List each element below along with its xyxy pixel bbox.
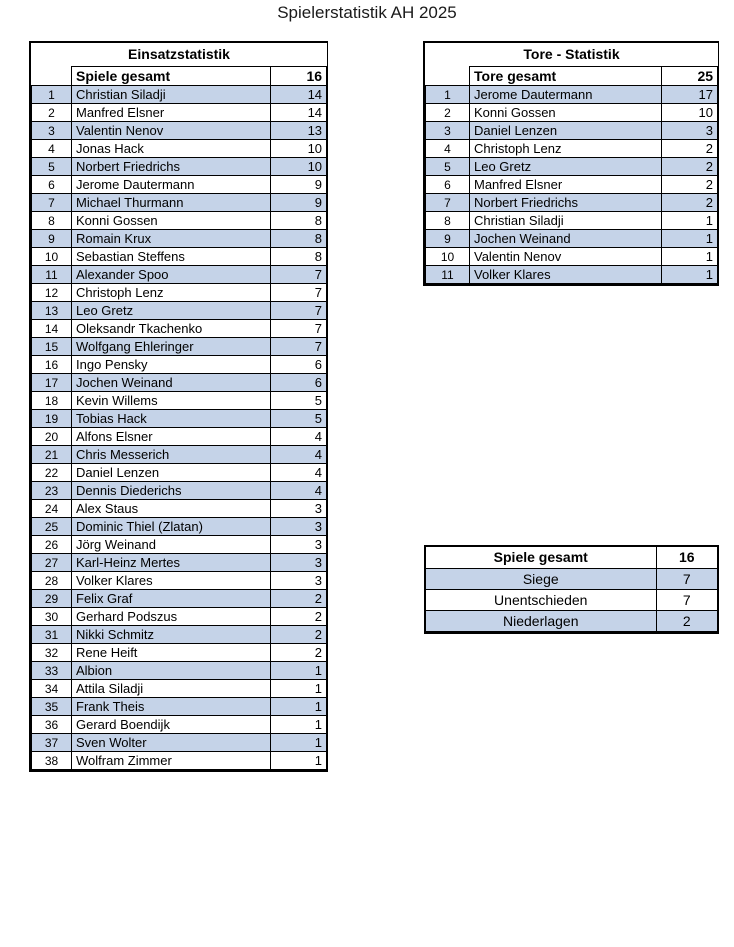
bilanz-value: 7	[656, 589, 717, 610]
table-row	[32, 266, 327, 284]
bilanz-value: 2	[656, 610, 717, 631]
einsatz-player-name: Leo Gretz	[72, 302, 271, 320]
einsatzstatistik-table-container	[29, 41, 328, 772]
einsatz-rank: 29	[32, 590, 72, 608]
tore-player-name: Jochen Weinand	[470, 230, 662, 248]
tore-count: 2	[662, 176, 718, 194]
einsatz-count: 8	[271, 212, 327, 230]
table-row	[426, 194, 718, 212]
einsatzstatistik-subheader-row	[32, 67, 327, 86]
einsatz-rank: 16	[32, 356, 72, 374]
einsatz-rank: 33	[32, 662, 72, 680]
tore-gesamt-value: 25	[662, 67, 718, 86]
table-row	[426, 248, 718, 266]
einsatz-player-name: Attila Siladji	[72, 680, 271, 698]
spacer-cell	[426, 67, 470, 86]
page-title: Spielerstatistik AH 2025	[277, 3, 457, 22]
bilanz-label: Siege	[426, 568, 656, 589]
einsatz-count: 3	[271, 554, 327, 572]
einsatz-count: 4	[271, 428, 327, 446]
tore-count: 1	[662, 266, 718, 284]
einsatz-player-name: Volker Klares	[72, 572, 271, 590]
bilanz-label: Niederlagen	[426, 610, 656, 631]
einsatz-count: 7	[271, 266, 327, 284]
table-row	[426, 266, 718, 284]
einsatz-player-name: Jörg Weinand	[72, 536, 271, 554]
einsatz-player-name: Alexander Spoo	[72, 266, 271, 284]
tore-count: 1	[662, 248, 718, 266]
einsatz-count: 7	[271, 284, 327, 302]
tore-count: 1	[662, 230, 718, 248]
table-row	[426, 122, 718, 140]
einsatz-player-name: Daniel Lenzen	[72, 464, 271, 482]
einsatz-rank: 20	[32, 428, 72, 446]
tore-rank: 8	[426, 212, 470, 230]
einsatz-count: 2	[271, 590, 327, 608]
einsatz-rank: 27	[32, 554, 72, 572]
bilanz-table-container	[424, 545, 719, 634]
tore-count: 17	[662, 86, 718, 104]
tore-count: 10	[662, 104, 718, 122]
einsatz-count: 2	[271, 644, 327, 662]
einsatz-count: 10	[271, 158, 327, 176]
tore-statistik-table	[425, 43, 718, 284]
einsatzstatistik-header: Einsatzstatistik	[32, 43, 327, 67]
einsatz-count: 7	[271, 320, 327, 338]
einsatz-count: 3	[271, 518, 327, 536]
einsatz-rank: 9	[32, 230, 72, 248]
einsatz-count: 2	[271, 608, 327, 626]
bilanz-label: Unentschieden	[426, 589, 656, 610]
einsatz-count: 1	[271, 716, 327, 734]
einsatz-player-name: Christian Siladji	[72, 86, 271, 104]
table-row	[32, 356, 327, 374]
table-row	[426, 568, 717, 589]
table-row	[32, 536, 327, 554]
einsatz-count: 13	[271, 122, 327, 140]
tore-player-name: Christian Siladji	[470, 212, 662, 230]
tore-rank: 1	[426, 86, 470, 104]
einsatz-count: 8	[271, 248, 327, 266]
einsatz-count: 14	[271, 104, 327, 122]
table-row	[32, 338, 327, 356]
einsatz-rank: 25	[32, 518, 72, 536]
einsatz-count: 7	[271, 338, 327, 356]
einsatz-player-name: Nikki Schmitz	[72, 626, 271, 644]
table-row	[32, 158, 327, 176]
einsatz-player-name: Frank Theis	[72, 698, 271, 716]
table-row	[32, 410, 327, 428]
einsatz-count: 6	[271, 374, 327, 392]
einsatz-count: 3	[271, 536, 327, 554]
einsatz-rank: 24	[32, 500, 72, 518]
tore-player-name: Valentin Nenov	[470, 248, 662, 266]
table-row	[32, 608, 327, 626]
einsatz-player-name: Chris Messerich	[72, 446, 271, 464]
table-row	[426, 104, 718, 122]
einsatz-count: 3	[271, 572, 327, 590]
einsatz-rank: 30	[32, 608, 72, 626]
tore-rank: 6	[426, 176, 470, 194]
bilanz-header-value: 16	[656, 547, 717, 568]
einsatz-player-name: Albion	[72, 662, 271, 680]
table-row	[32, 698, 327, 716]
bilanz-header-row	[426, 547, 717, 568]
table-row	[32, 302, 327, 320]
tore-rank: 10	[426, 248, 470, 266]
einsatz-rank: 22	[32, 464, 72, 482]
einsatz-player-name: Konni Gossen	[72, 212, 271, 230]
einsatz-player-name: Alex Staus	[72, 500, 271, 518]
table-row	[32, 680, 327, 698]
tore-rank: 7	[426, 194, 470, 212]
einsatz-rank: 37	[32, 734, 72, 752]
table-row	[32, 140, 327, 158]
einsatz-rank: 13	[32, 302, 72, 320]
einsatz-rank: 2	[32, 104, 72, 122]
table-row	[32, 374, 327, 392]
einsatz-rank: 31	[32, 626, 72, 644]
einsatz-count: 1	[271, 698, 327, 716]
einsatz-rank: 21	[32, 446, 72, 464]
einsatz-player-name: Karl-Heinz Mertes	[72, 554, 271, 572]
tore-statistik-subheader-row	[426, 67, 718, 86]
table-row	[32, 482, 327, 500]
einsatz-count: 9	[271, 176, 327, 194]
einsatz-player-name: Dominic Thiel (Zlatan)	[72, 518, 271, 536]
table-row	[32, 572, 327, 590]
einsatz-rank: 7	[32, 194, 72, 212]
einsatz-player-name: Kevin Willems	[72, 392, 271, 410]
einsatz-player-name: Dennis Diederichs	[72, 482, 271, 500]
tore-gesamt-label: Tore gesamt	[470, 67, 662, 86]
einsatz-rank: 36	[32, 716, 72, 734]
einsatz-count: 4	[271, 464, 327, 482]
einsatzstatistik-table	[31, 43, 327, 770]
table-row	[426, 86, 718, 104]
einsatz-rank: 5	[32, 158, 72, 176]
einsatz-player-name: Rene Heift	[72, 644, 271, 662]
einsatz-player-name: Manfred Elsner	[72, 104, 271, 122]
einsatz-player-name: Tobias Hack	[72, 410, 271, 428]
table-row	[32, 284, 327, 302]
einsatz-player-name: Norbert Friedrichs	[72, 158, 271, 176]
einsatz-rank: 19	[32, 410, 72, 428]
einsatz-rank: 1	[32, 86, 72, 104]
einsatz-count: 1	[271, 680, 327, 698]
einsatz-player-name: Felix Graf	[72, 590, 271, 608]
tore-rank: 11	[426, 266, 470, 284]
table-row	[32, 428, 327, 446]
table-row	[32, 392, 327, 410]
einsatz-rank: 23	[32, 482, 72, 500]
tore-player-name: Volker Klares	[470, 266, 662, 284]
einsatz-count: 3	[271, 500, 327, 518]
einsatz-player-name: Jonas Hack	[72, 140, 271, 158]
tore-player-name: Norbert Friedrichs	[470, 194, 662, 212]
table-row	[32, 644, 327, 662]
einsatz-rank: 15	[32, 338, 72, 356]
einsatz-rank: 8	[32, 212, 72, 230]
table-row	[426, 610, 717, 631]
table-row	[32, 752, 327, 770]
table-row	[32, 518, 327, 536]
table-row	[426, 176, 718, 194]
einsatz-count: 9	[271, 194, 327, 212]
tore-count: 3	[662, 122, 718, 140]
spiele-gesamt-value: 16	[271, 67, 327, 86]
table-row	[32, 626, 327, 644]
einsatz-player-name: Michael Thurmann	[72, 194, 271, 212]
einsatz-player-name: Jochen Weinand	[72, 374, 271, 392]
table-row	[32, 248, 327, 266]
table-row	[32, 464, 327, 482]
tore-count: 2	[662, 158, 718, 176]
einsatz-count: 8	[271, 230, 327, 248]
einsatz-rank: 28	[32, 572, 72, 590]
einsatz-player-name: Gerhard Podszus	[72, 608, 271, 626]
bilanz-value: 7	[656, 568, 717, 589]
tore-count: 2	[662, 194, 718, 212]
einsatz-player-name: Alfons Elsner	[72, 428, 271, 446]
tore-player-name: Leo Gretz	[470, 158, 662, 176]
table-row	[426, 158, 718, 176]
table-row	[32, 554, 327, 572]
tore-count: 1	[662, 212, 718, 230]
einsatz-rank: 38	[32, 752, 72, 770]
einsatz-count: 14	[271, 86, 327, 104]
tore-player-name: Jerome Dautermann	[470, 86, 662, 104]
einsatz-count: 7	[271, 302, 327, 320]
einsatz-rank: 34	[32, 680, 72, 698]
einsatz-count: 10	[271, 140, 327, 158]
table-row	[32, 176, 327, 194]
einsatzstatistik-header-row	[32, 43, 327, 67]
spiele-gesamt-label: Spiele gesamt	[72, 67, 271, 86]
einsatz-player-name: Wolfram Zimmer	[72, 752, 271, 770]
tore-statistik-header-row	[426, 43, 718, 67]
einsatz-rank: 26	[32, 536, 72, 554]
einsatz-rank: 6	[32, 176, 72, 194]
einsatz-count: 1	[271, 662, 327, 680]
tore-rank: 3	[426, 122, 470, 140]
table-row	[32, 194, 327, 212]
table-row	[32, 320, 327, 338]
tore-rank: 5	[426, 158, 470, 176]
tore-count: 2	[662, 140, 718, 158]
table-row	[32, 230, 327, 248]
einsatz-rank: 14	[32, 320, 72, 338]
einsatz-player-name: Wolfgang Ehleringer	[72, 338, 271, 356]
einsatz-rank: 18	[32, 392, 72, 410]
tore-rank: 9	[426, 230, 470, 248]
einsatz-player-name: Romain Krux	[72, 230, 271, 248]
table-row	[32, 500, 327, 518]
table-row	[32, 446, 327, 464]
einsatz-rank: 17	[32, 374, 72, 392]
bilanz-table	[426, 547, 717, 632]
table-row	[426, 212, 718, 230]
table-row	[32, 122, 327, 140]
einsatz-count: 5	[271, 392, 327, 410]
einsatz-rank: 10	[32, 248, 72, 266]
tore-player-name: Daniel Lenzen	[470, 122, 662, 140]
table-row	[32, 104, 327, 122]
einsatz-player-name: Sven Wolter	[72, 734, 271, 752]
table-row	[426, 589, 717, 610]
tore-statistik-table-container	[423, 41, 719, 286]
tore-player-name: Manfred Elsner	[470, 176, 662, 194]
einsatz-count: 1	[271, 752, 327, 770]
einsatz-rank: 3	[32, 122, 72, 140]
spacer-cell	[32, 67, 72, 86]
einsatz-count: 4	[271, 482, 327, 500]
einsatz-rank: 11	[32, 266, 72, 284]
einsatz-player-name: Gerard Boendijk	[72, 716, 271, 734]
einsatz-rank: 32	[32, 644, 72, 662]
einsatz-player-name: Jerome Dautermann	[72, 176, 271, 194]
tore-player-name: Christoph Lenz	[470, 140, 662, 158]
tore-rank: 4	[426, 140, 470, 158]
table-row	[426, 140, 718, 158]
tore-rank: 2	[426, 104, 470, 122]
einsatz-player-name: Valentin Nenov	[72, 122, 271, 140]
einsatz-count: 4	[271, 446, 327, 464]
bilanz-header-label: Spiele gesamt	[426, 547, 656, 568]
table-row	[32, 716, 327, 734]
einsatz-rank: 12	[32, 284, 72, 302]
tore-player-name: Konni Gossen	[470, 104, 662, 122]
einsatz-rank: 4	[32, 140, 72, 158]
table-row	[32, 212, 327, 230]
table-row	[32, 590, 327, 608]
einsatz-count: 2	[271, 626, 327, 644]
table-row	[32, 662, 327, 680]
einsatz-count: 6	[271, 356, 327, 374]
einsatz-count: 1	[271, 734, 327, 752]
einsatz-player-name: Ingo Pensky	[72, 356, 271, 374]
tore-statistik-header: Tore - Statistik	[426, 43, 718, 67]
einsatz-count: 5	[271, 410, 327, 428]
table-row	[32, 86, 327, 104]
einsatz-player-name: Oleksandr Tkachenko	[72, 320, 271, 338]
table-row	[426, 230, 718, 248]
einsatz-player-name: Sebastian Steffens	[72, 248, 271, 266]
einsatz-player-name: Christoph Lenz	[72, 284, 271, 302]
table-row	[32, 734, 327, 752]
einsatz-rank: 35	[32, 698, 72, 716]
